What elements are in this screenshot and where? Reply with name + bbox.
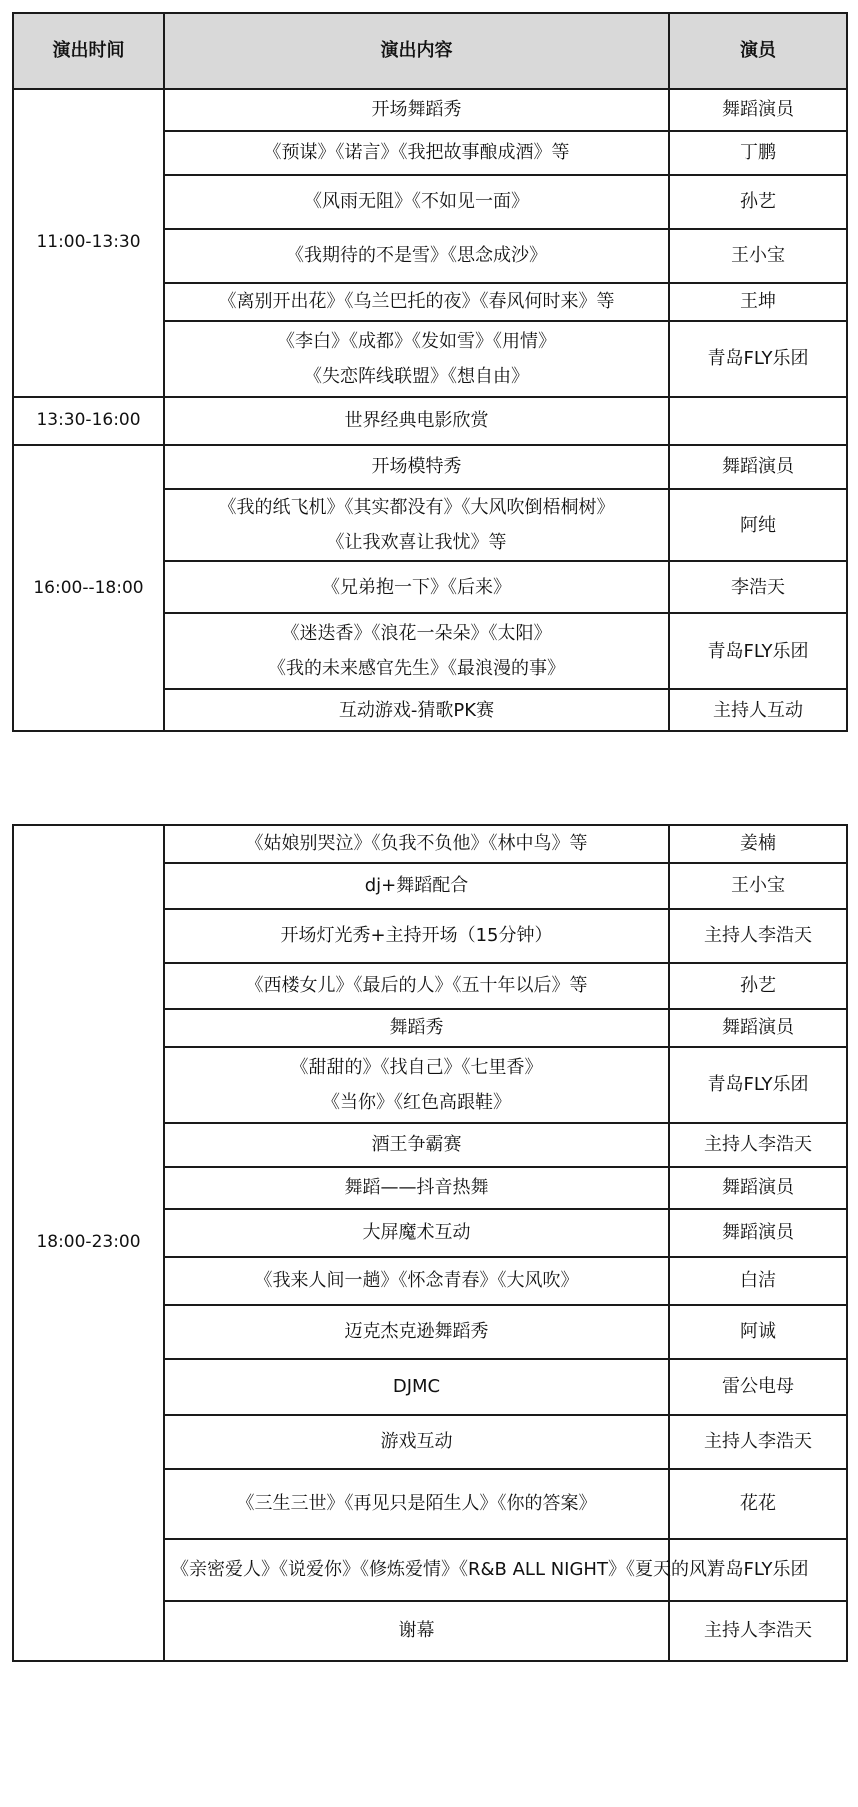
program-cell	[164, 1359, 669, 1415]
performer-text: 主持人李浩天	[704, 1134, 812, 1156]
time-slot	[13, 397, 164, 445]
program-text: dj+舞蹈配合	[364, 875, 469, 897]
performer-cell	[669, 1415, 847, 1469]
program-text: 《风雨无阻》《不如见一面》	[304, 191, 529, 213]
program-text: 《预谋》《诺言》《我把故事酿成酒》等	[263, 142, 570, 164]
performer-cell	[669, 445, 847, 489]
program-cell	[164, 1415, 669, 1469]
program-cell	[164, 397, 669, 445]
performer-text: 青岛FLY乐团	[707, 640, 809, 662]
program-text: 《甜甜的》《找自己》《七里香》	[290, 1056, 543, 1078]
performer-text: 主持人李浩天	[704, 925, 812, 947]
program-cell	[164, 561, 669, 613]
program-text: 游戏互动	[380, 1431, 453, 1453]
program-text: 《三生三世》《再见只是陌生人》《你的答案》	[236, 1493, 597, 1515]
performer-cell	[669, 1009, 847, 1047]
performer-text: 青岛FLY乐团	[707, 348, 809, 370]
performer-text: 白洁	[740, 1270, 776, 1292]
program-cell	[164, 1539, 725, 1601]
program-text: 《让我欢喜让我忧》等	[326, 532, 507, 554]
performer-text: 李浩天	[731, 576, 785, 598]
schedule-table-top	[12, 12, 848, 732]
program-cell	[164, 445, 669, 489]
performer-text: 主持人李浩天	[704, 1431, 812, 1453]
program-text: 《兄弟抱一下》《后来》	[322, 576, 511, 598]
performer-cell	[669, 1123, 847, 1167]
performer-text: 舞蹈演员	[722, 1222, 794, 1244]
performer-text: 孙艺	[740, 975, 776, 997]
program-text: 迈克杰克逊舞蹈秀	[344, 1321, 489, 1343]
performer-cell	[669, 1257, 847, 1305]
performer-text: 舞蹈演员	[722, 99, 794, 121]
program-cell	[164, 283, 669, 321]
program-text: 开场模特秀	[371, 456, 462, 478]
performer-text: 主持人互动	[713, 699, 803, 721]
time-slot	[13, 89, 164, 397]
performer-cell	[669, 963, 847, 1009]
table-row	[13, 397, 847, 445]
program-cell	[164, 1469, 669, 1539]
program-text: 世界经典电影欣赏	[344, 410, 489, 432]
program-text: 《西楼女儿》《最后的人》《五十年以后》等	[245, 975, 588, 997]
performer-text: 青岛FLY乐团	[707, 1074, 809, 1096]
performer-cell	[669, 131, 847, 175]
performer-text: 青岛FLY乐团	[707, 1559, 809, 1581]
program-cell	[164, 613, 669, 689]
performer-cell	[669, 1209, 847, 1257]
program-text: 大屏魔术互动	[362, 1222, 471, 1244]
performer-cell	[669, 613, 847, 689]
header-time: 演出时间	[13, 13, 164, 89]
time-slot-text: 16:00--18:00	[33, 577, 144, 598]
program-cell	[164, 89, 669, 131]
program-cell	[164, 863, 669, 909]
program-text: 酒王争霸赛	[371, 1134, 462, 1156]
performer-cell	[669, 1359, 847, 1415]
time-slot-text: 13:30-16:00	[36, 410, 141, 431]
performer-cell	[669, 489, 847, 561]
program-text: 《我的未来感官先生》《最浪漫的事》	[268, 658, 565, 680]
performer-cell	[669, 229, 847, 283]
program-text: 舞蹈——抖音热舞	[344, 1177, 489, 1199]
performer-cell	[669, 1047, 847, 1123]
program-cell	[164, 689, 669, 731]
performer-text: 主持人李浩天	[704, 1620, 812, 1642]
program-text: 《李白》《成都》《发如雪》《用情》	[277, 330, 556, 352]
header-row	[13, 13, 847, 89]
performer-cell	[669, 1305, 847, 1359]
program-cell	[164, 131, 669, 175]
program-cell	[164, 1305, 669, 1359]
performer-cell	[669, 863, 847, 909]
program-text: 谢幕	[398, 1620, 435, 1642]
performer-text: 雷公电母	[722, 1376, 794, 1398]
performer-cell	[669, 397, 847, 445]
program-cell	[164, 489, 669, 561]
table-row	[13, 89, 847, 131]
program-text: 开场舞蹈秀	[371, 99, 462, 121]
program-cell	[164, 1209, 669, 1257]
performer-text: 舞蹈演员	[722, 456, 794, 478]
table-row	[13, 825, 847, 863]
program-text: 《当你》《红色高跟鞋》	[322, 1092, 511, 1113]
program-text: 《失恋阵线联盟》《想自由》	[304, 366, 529, 387]
performer-text: 姜楠	[740, 833, 776, 855]
performer-cell	[669, 1469, 847, 1539]
performer-text: 舞蹈演员	[722, 1177, 794, 1199]
program-cell	[164, 1257, 669, 1305]
time-slot	[13, 825, 164, 1661]
program-cell	[164, 825, 669, 863]
program-text: 《我来人间一趟》《怀念青春》《大风吹》	[254, 1270, 579, 1292]
program-cell	[164, 229, 669, 283]
program-text: DJMC	[392, 1376, 441, 1398]
program-cell	[164, 963, 669, 1009]
program-cell	[164, 321, 669, 397]
program-text: 《亲密爱人》《说爱你》《修炼爱情》《R&B ALL NIGHT》《夏天的风》	[171, 1559, 725, 1581]
time-slot-text: 11:00-13:30	[36, 232, 141, 253]
program-text: 互动游戏-猜歌PK赛	[338, 699, 495, 721]
performer-text: 王小宝	[731, 875, 785, 897]
program-cell	[164, 1047, 669, 1123]
program-cell	[164, 1167, 669, 1209]
performer-cell	[669, 825, 847, 863]
program-text: 《我期待的不是雪》《思念成沙》	[286, 245, 547, 267]
program-text: 《我的纸飞机》《其实都没有》《大风吹倒梧桐树》	[218, 497, 615, 518]
performer-text: 王小宝	[731, 245, 785, 267]
header-performer: 演员	[669, 13, 847, 89]
performer-cell	[669, 1167, 847, 1209]
program-cell	[164, 1123, 669, 1167]
table-row	[13, 445, 847, 489]
program-text: 《离别开出花》《乌兰巴托的夜》《春风何时来》等	[218, 291, 615, 313]
program-text: 《迷迭香》《浪花一朵朵》《太阳》	[281, 623, 552, 645]
program-cell	[164, 175, 669, 229]
performer-cell	[669, 321, 847, 397]
performer-text: 王坤	[740, 291, 776, 313]
performer-text: 阿诚	[740, 1321, 776, 1343]
program-text: 开场灯光秀+主持开场（15分钟）	[280, 925, 553, 947]
performer-text: 孙艺	[740, 191, 776, 213]
performer-cell	[669, 689, 847, 731]
performer-cell	[669, 909, 847, 963]
program-text: 《姑娘别哭泣》《负我不负他》《林中鸟》等	[245, 833, 588, 855]
header-content: 演出内容	[164, 13, 669, 89]
performer-text: 舞蹈演员	[722, 1017, 794, 1039]
performer-cell	[669, 283, 847, 321]
time-slot-text: 18:00-23:00	[36, 1232, 141, 1253]
performer-text: 阿纯	[740, 514, 776, 536]
program-text: 舞蹈秀	[389, 1017, 444, 1039]
program-cell	[164, 909, 669, 963]
schedule-table-bottom	[12, 824, 848, 1662]
program-cell	[164, 1601, 669, 1661]
performer-cell	[669, 175, 847, 229]
performer-text: 花花	[740, 1493, 776, 1515]
performer-cell	[669, 561, 847, 613]
program-cell	[164, 1009, 669, 1047]
performer-cell	[669, 1601, 847, 1661]
performer-cell	[669, 89, 847, 131]
time-slot	[13, 445, 164, 731]
performer-text: 丁鹏	[740, 142, 776, 164]
